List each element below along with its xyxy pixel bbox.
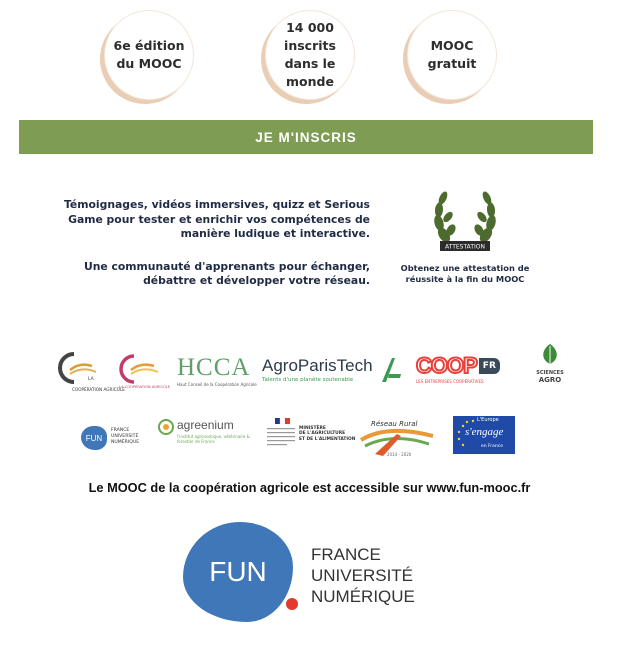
ministere-line3: ET DE L'ALIMENTATION — [299, 436, 356, 442]
fun-small-line1: FRANCE — [111, 428, 130, 433]
reseau-rural-sub: 2014 - 2020 — [387, 452, 412, 457]
europe-line1: L'Europe — [477, 417, 499, 423]
coop-sub: LES ENTREPRISES COOPÉRATIVES — [416, 379, 484, 384]
europe-line2: s'engage — [465, 426, 504, 438]
agroparistech-mark-icon — [380, 356, 402, 384]
fun-line-1: FRANCE — [311, 545, 381, 564]
europe-line3: en France — [481, 444, 504, 449]
features-text — [30, 198, 370, 307]
fun-small-mark: FUN — [81, 426, 107, 450]
stat-inscrits-label: 14 000 inscrits dans le monde — [284, 20, 336, 89]
badge-ribbon-text: ATTESTATION — [445, 243, 485, 251]
stats-row — [0, 8, 619, 108]
logo-sciences-agro[interactable] — [530, 342, 570, 392]
logo-ministere[interactable] — [267, 418, 357, 454]
logo-cooperation-agricole[interactable] — [52, 348, 125, 398]
logo-fun[interactable] — [183, 520, 443, 630]
agreenium-mark-icon — [157, 418, 175, 436]
agreenium-sub: l'institut agronomique, vétérinaire & forestier de France — [177, 434, 250, 444]
logo-europe-engage[interactable] — [453, 416, 515, 456]
marianne-flag-icon — [267, 418, 297, 454]
logo-fun-small[interactable] — [81, 424, 151, 454]
attestation-text: Obtenez une attestation de réussite à la fin du MOOC — [400, 263, 530, 284]
reseau-rural-mark-icon — [357, 414, 437, 458]
coop-agri-bottom: COOPÉRATION AGRICOLE — [72, 387, 125, 392]
fun-logo-mark: FUN — [183, 522, 293, 622]
leaf-icon — [539, 342, 561, 366]
logo-hcca[interactable] — [177, 356, 257, 390]
partner-logos-row-1 — [40, 338, 580, 398]
logo-agreenium[interactable] — [157, 416, 257, 456]
hcca-sub: Haut Conseil de la Coopération Agricole — [177, 382, 257, 387]
sciences-agro-line2: AGRO — [538, 376, 562, 384]
partner-logos-row-2 — [75, 412, 535, 462]
fun-small-line3: NUMÉRIQUE — [111, 440, 140, 445]
feature-paragraph-1: Témoignages, vidéos immersives, quizz et Serious Game pour tester et enrichir vos compétences de manière ludique et interactive. — [63, 198, 370, 240]
stat-gratuit-label: MOOC gratuit — [427, 38, 477, 71]
logo-coop-fr[interactable] — [416, 354, 508, 390]
cooperation-agricole-mark-icon — [52, 348, 125, 398]
coop-suffix: FR — [479, 358, 500, 374]
attestation-badge — [400, 185, 530, 285]
logo-cooperation-agricole-alt[interactable] — [114, 352, 171, 392]
fun-logo-text — [311, 544, 415, 607]
sciences-agro-line1: SCIENCES — [536, 370, 564, 376]
fun-red-dot — [286, 598, 298, 610]
coop-agri-top: LA — [88, 377, 94, 382]
reseau-rural-name: Réseau Rural — [371, 420, 418, 428]
agroparistech-sub: Talents d'une planète soutenable — [262, 377, 354, 383]
coop-name: COOP — [416, 353, 477, 378]
feature-paragraph-2: Une communauté d'apprenants pour échanger, débattre et développer votre réseau. — [83, 259, 370, 287]
fun-line-2: UNIVERSITÉ — [311, 566, 414, 585]
stat-edition-label: 6e édition du MOOC — [113, 38, 185, 71]
mooc-access-note: Le MOOC de la coopération agricole est accessible sur www.fun-mooc.fr — [88, 480, 531, 495]
stat-gratuit — [407, 10, 497, 100]
fun-small-line2: UNIVERSITÉ — [111, 434, 139, 439]
stat-edition — [104, 10, 194, 100]
cooperation-agricole-alt-mark-icon — [114, 352, 171, 392]
hcca-name: HCCA — [177, 354, 251, 381]
fun-line-3: NUMÉRIQUE — [311, 587, 415, 606]
logo-agroparistech[interactable] — [262, 356, 402, 390]
agroparistech-name: AgroParisTech — [262, 356, 373, 375]
agreenium-name: agreenium — [177, 418, 234, 432]
stat-inscrits — [265, 10, 355, 100]
ministere-line1: MINISTÈRE — [299, 426, 326, 431]
signup-button[interactable]: JE M'INSCRIS — [19, 120, 593, 154]
logo-reseau-rural[interactable] — [357, 414, 437, 458]
laurel-wreath-icon — [430, 185, 500, 253]
ministere-line2: DE L'AGRICULTURE — [299, 431, 346, 437]
coop-agri-alt-text: LA COOPÉRATION AGRICOLE — [119, 385, 171, 389]
